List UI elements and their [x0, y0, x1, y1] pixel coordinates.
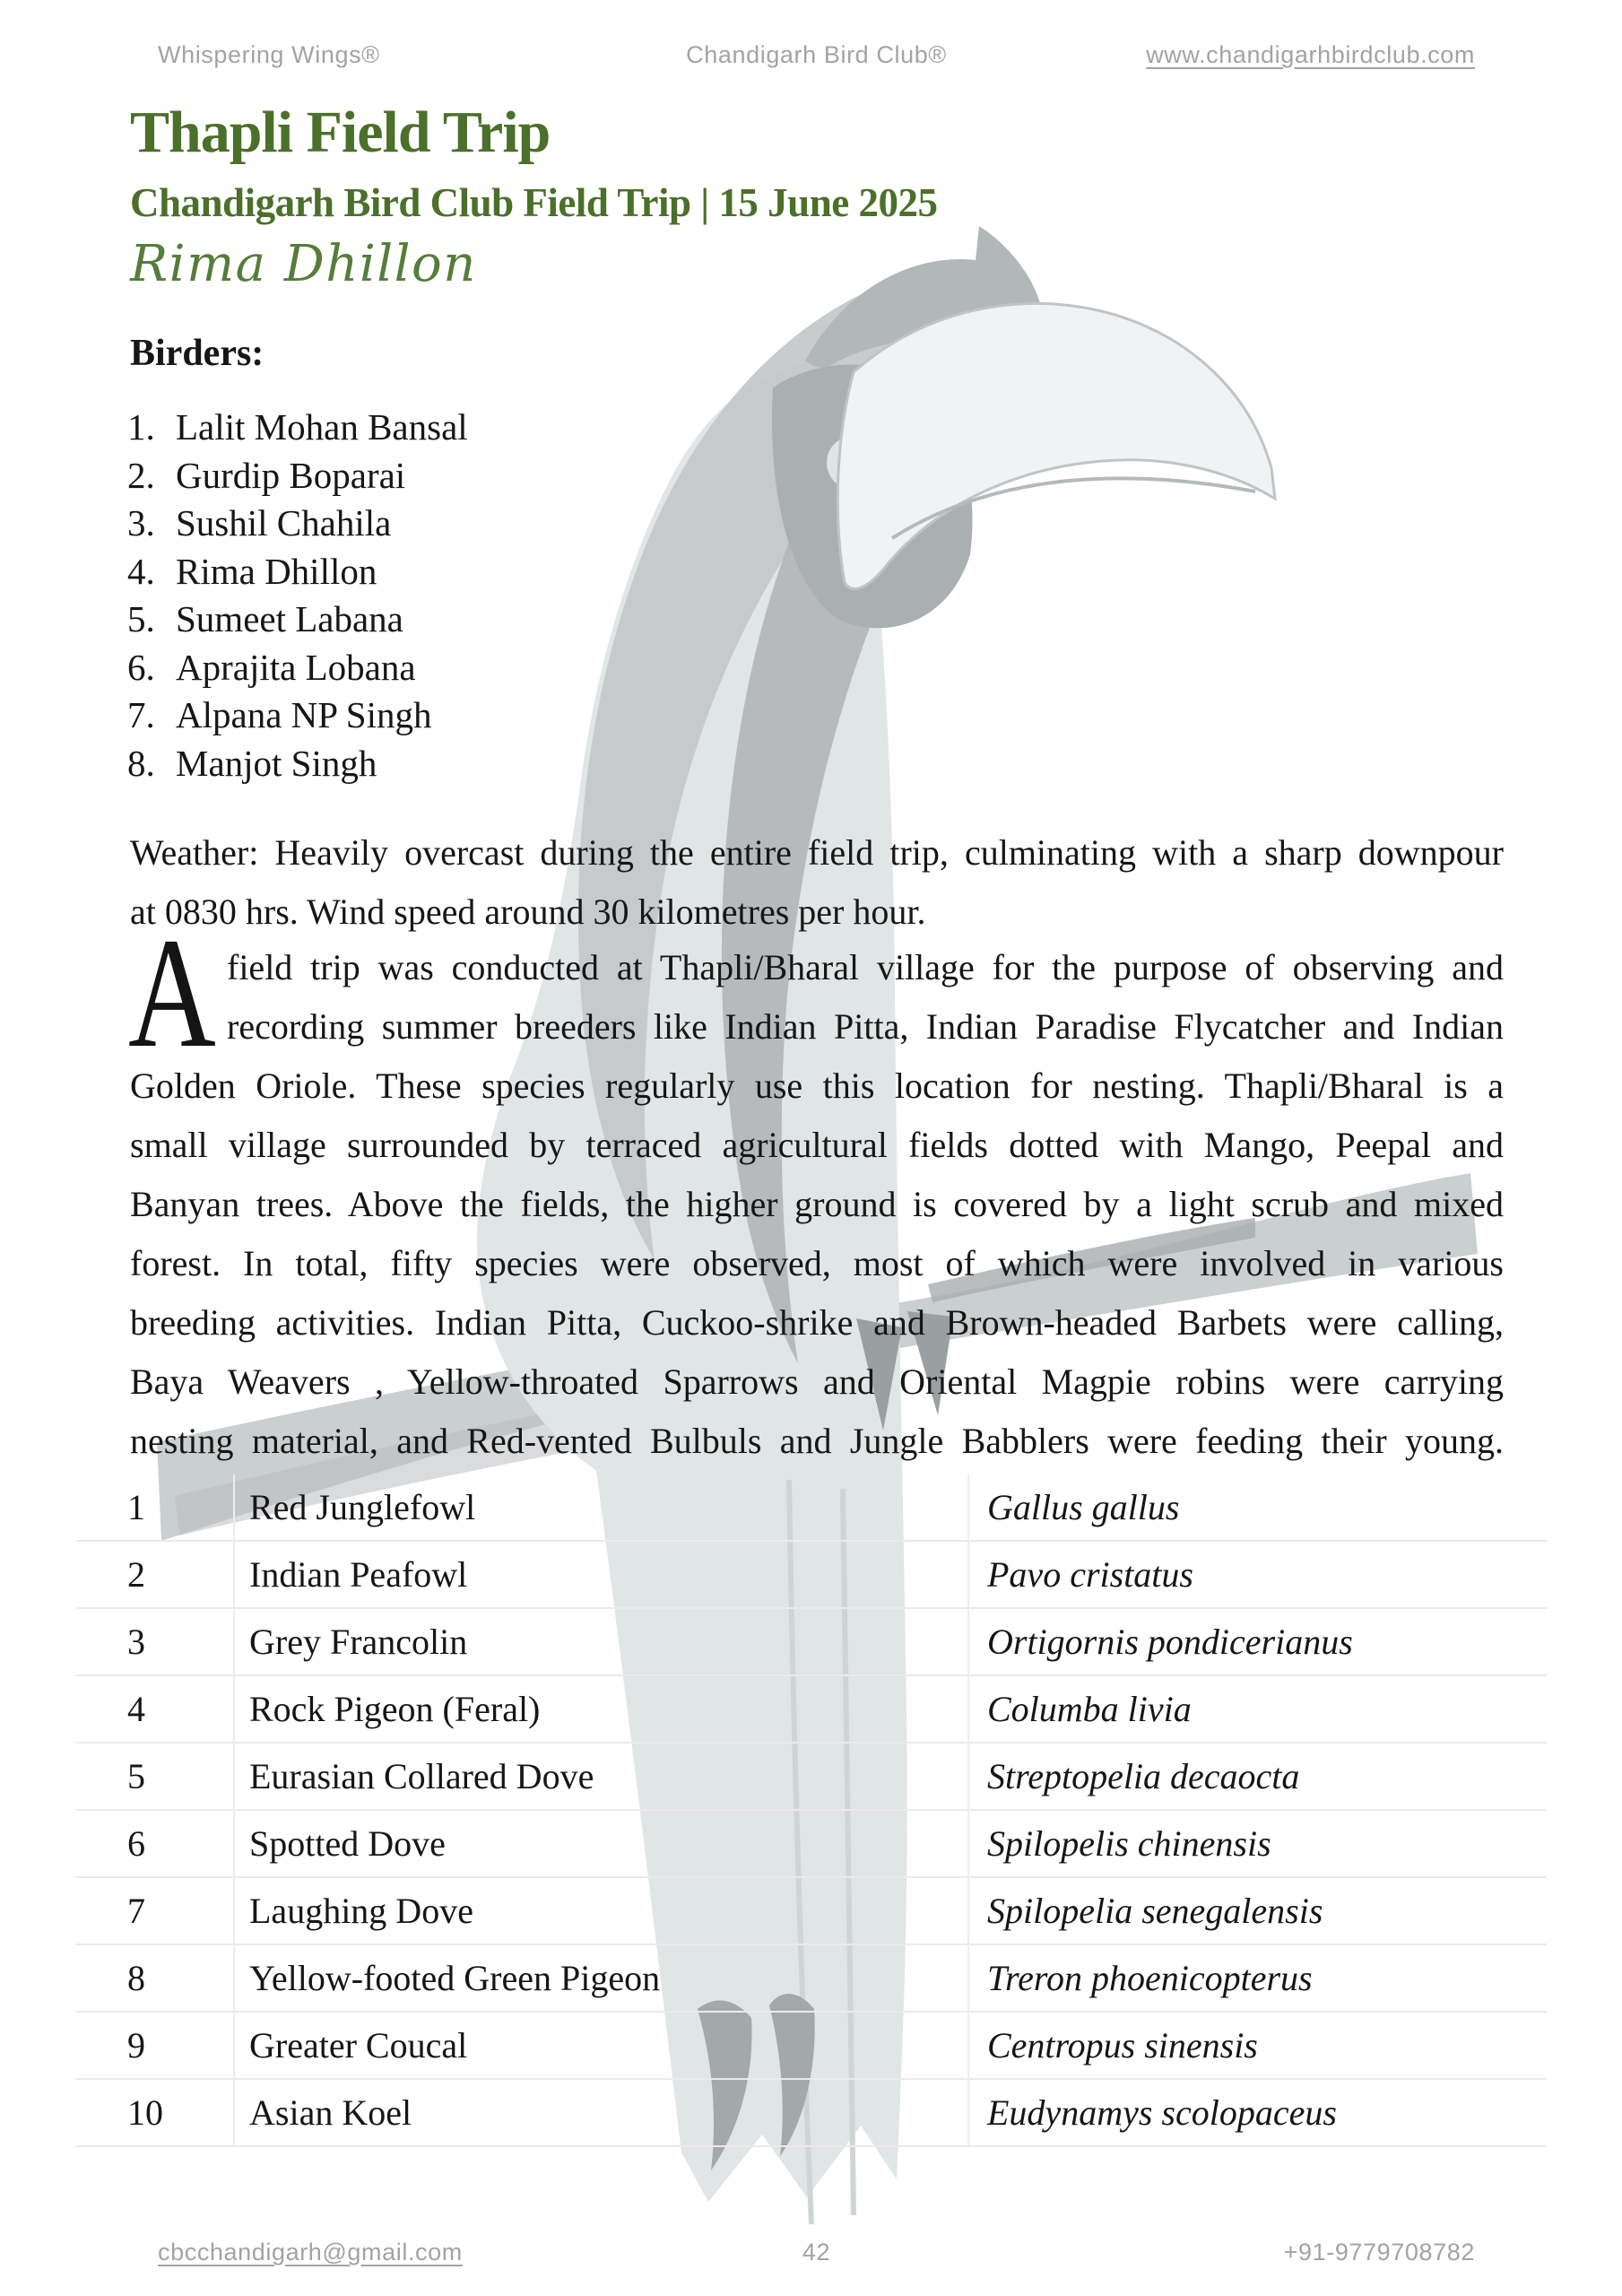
birder-list-item: [127, 691, 468, 740]
species-scientific-name: Spilopelia senegalensis: [987, 1891, 1323, 1931]
birder-list-item: [127, 500, 468, 548]
report-line: recording summer breeders like Indian Pitta, Indian Paradise Flycatcher and Indian: [227, 1006, 1504, 1047]
weather-line-1: Weather: Heavily overcast during the entire field trip, culminating with a sharp downpour: [130, 832, 1504, 873]
page-subtitle: Chandigarh Bird Club Field Trip | 15 June 2025: [130, 180, 938, 225]
page-footer: [158, 2239, 1475, 2266]
report-line: Banyan trees. Above the fields, the higher ground is covered by a light scrub and mixed: [130, 1184, 1504, 1224]
species-scientific-name: Centropus sinensis: [987, 2025, 1258, 2066]
report-line: small village surrounded by terraced agricultural fields dotted with Mango, Peepal and: [130, 1125, 1504, 1165]
birder-list-item: [127, 596, 468, 644]
author-signature: Rima Dhillon: [130, 235, 477, 293]
page-header: [158, 41, 1475, 69]
species-table-row: [76, 2013, 1547, 2080]
report-line: breeding activities. Indian Pitta, Cuckoo-shrike and Brown-headed Barbets were calling,: [130, 1302, 1504, 1343]
contact-phone: +91-9779708782: [1283, 2239, 1475, 2266]
species-table-row: [76, 1609, 1547, 1676]
species-number: 7: [127, 1891, 145, 1931]
species-scientific-name: Eudynamys scolopaceus: [987, 2092, 1337, 2133]
species-table-row: [76, 1474, 1547, 1542]
report-line: Golden Oriole. These species regularly use this location for nesting. Thapli/Bharal is a: [130, 1065, 1504, 1106]
species-number: 3: [127, 1622, 145, 1662]
birder-list-item: [127, 404, 468, 452]
species-scientific-name: Pavo cristatus: [987, 1554, 1193, 1595]
page-title: Thapli Field Trip: [130, 100, 551, 165]
weather-line-2: at 0830 hrs. Wind speed around 30 kilometres per hour.: [130, 891, 926, 932]
birders-list: [127, 404, 468, 787]
contact-email-link[interactable]: cbcchandigarh@gmail.com: [158, 2239, 463, 2266]
table-column-divider: [233, 1474, 235, 2147]
species-table-row: [76, 2080, 1547, 2147]
species-table-row: [76, 1811, 1547, 1878]
report-line: field trip was conducted at Thapli/Bharal village for the purpose of observing and: [227, 947, 1504, 987]
birder-list-item: [127, 644, 468, 692]
weather-paragraph: [130, 823, 1504, 942]
trip-report-paragraph: [130, 938, 1504, 1471]
brand-center-label: Chandigarh Bird Club®: [686, 41, 947, 68]
species-common-name: Indian Peafowl: [249, 1554, 468, 1595]
birder-number: 8.: [127, 742, 155, 784]
birder-number: 2.: [127, 454, 155, 496]
birders-heading: Birders:: [130, 333, 265, 374]
website-link[interactable]: www.chandigarhbirdclub.com: [1146, 41, 1475, 68]
species-number: 6: [127, 1823, 145, 1864]
species-common-name: Greater Coucal: [249, 2025, 468, 2066]
species-number: 10: [127, 2092, 163, 2133]
species-common-name: Asian Koel: [249, 2092, 412, 2133]
birder-number: 3.: [127, 502, 155, 544]
species-number: 2: [127, 1554, 145, 1595]
birder-name: Gurdip Boparai: [176, 454, 406, 496]
species-common-name: Eurasian Collared Dove: [249, 1756, 594, 1796]
species-number: 9: [127, 2025, 145, 2066]
species-common-name: Rock Pigeon (Feral): [249, 1689, 541, 1729]
birder-number: 1.: [127, 406, 155, 448]
birder-list-item: [127, 740, 468, 788]
species-scientific-name: Gallus gallus: [987, 1487, 1180, 1527]
report-line: Baya Weavers , Yellow-throated Sparrows and Oriental Magpie robins were carrying: [130, 1361, 1504, 1402]
drop-cap: A: [128, 906, 216, 1081]
species-table-row: [76, 1945, 1547, 2013]
table-column-divider: [967, 1474, 969, 2147]
species-table-row: [76, 1542, 1547, 1609]
species-common-name: Laughing Dove: [249, 1891, 473, 1931]
brand-left-label: Whispering Wings®: [158, 41, 380, 68]
birder-list-item: [127, 452, 468, 500]
report-line: forest. In total, fifty species were observed, most of which were involved in various: [130, 1243, 1504, 1283]
species-number: 8: [127, 1958, 145, 1998]
species-table-row: [76, 1878, 1547, 1945]
species-common-name: Yellow-footed Green Pigeon: [249, 1958, 661, 1998]
birder-number: 5.: [127, 598, 155, 639]
species-scientific-name: Columba livia: [987, 1689, 1192, 1729]
species-table: [76, 1474, 1547, 2147]
birder-name: Sushil Chahila: [176, 502, 392, 544]
birder-number: 4.: [127, 550, 155, 592]
birder-name: Alpana NP Singh: [176, 694, 432, 735]
birder-name: Aprajita Lobana: [176, 646, 416, 688]
birder-name: Sumeet Labana: [176, 598, 403, 639]
species-scientific-name: Spilopelis chinensis: [987, 1823, 1271, 1864]
species-scientific-name: Ortigornis pondicerianus: [987, 1622, 1353, 1662]
species-scientific-name: Streptopelia decaocta: [987, 1756, 1300, 1796]
birder-number: 6.: [127, 646, 155, 688]
species-common-name: Grey Francolin: [249, 1622, 468, 1662]
birder-name: Manjot Singh: [176, 742, 377, 784]
page-number: 42: [802, 2239, 831, 2266]
species-number: 1: [127, 1487, 145, 1527]
report-line: nesting material, and Red-vented Bulbuls and Jungle Babblers were feeding their young.: [130, 1421, 1504, 1461]
species-table-row: [76, 1744, 1547, 1811]
birder-name: Lalit Mohan Bansal: [176, 406, 468, 448]
species-common-name: Spotted Dove: [249, 1823, 446, 1864]
birder-number: 7.: [127, 694, 155, 735]
birder-name: Rima Dhillon: [176, 550, 377, 592]
species-common-name: Red Junglefowl: [249, 1487, 476, 1527]
species-number: 5: [127, 1756, 145, 1796]
species-table-row: [76, 1676, 1547, 1744]
species-number: 4: [127, 1689, 145, 1729]
birder-list-item: [127, 548, 468, 596]
species-scientific-name: Treron phoenicopterus: [987, 1958, 1313, 1998]
